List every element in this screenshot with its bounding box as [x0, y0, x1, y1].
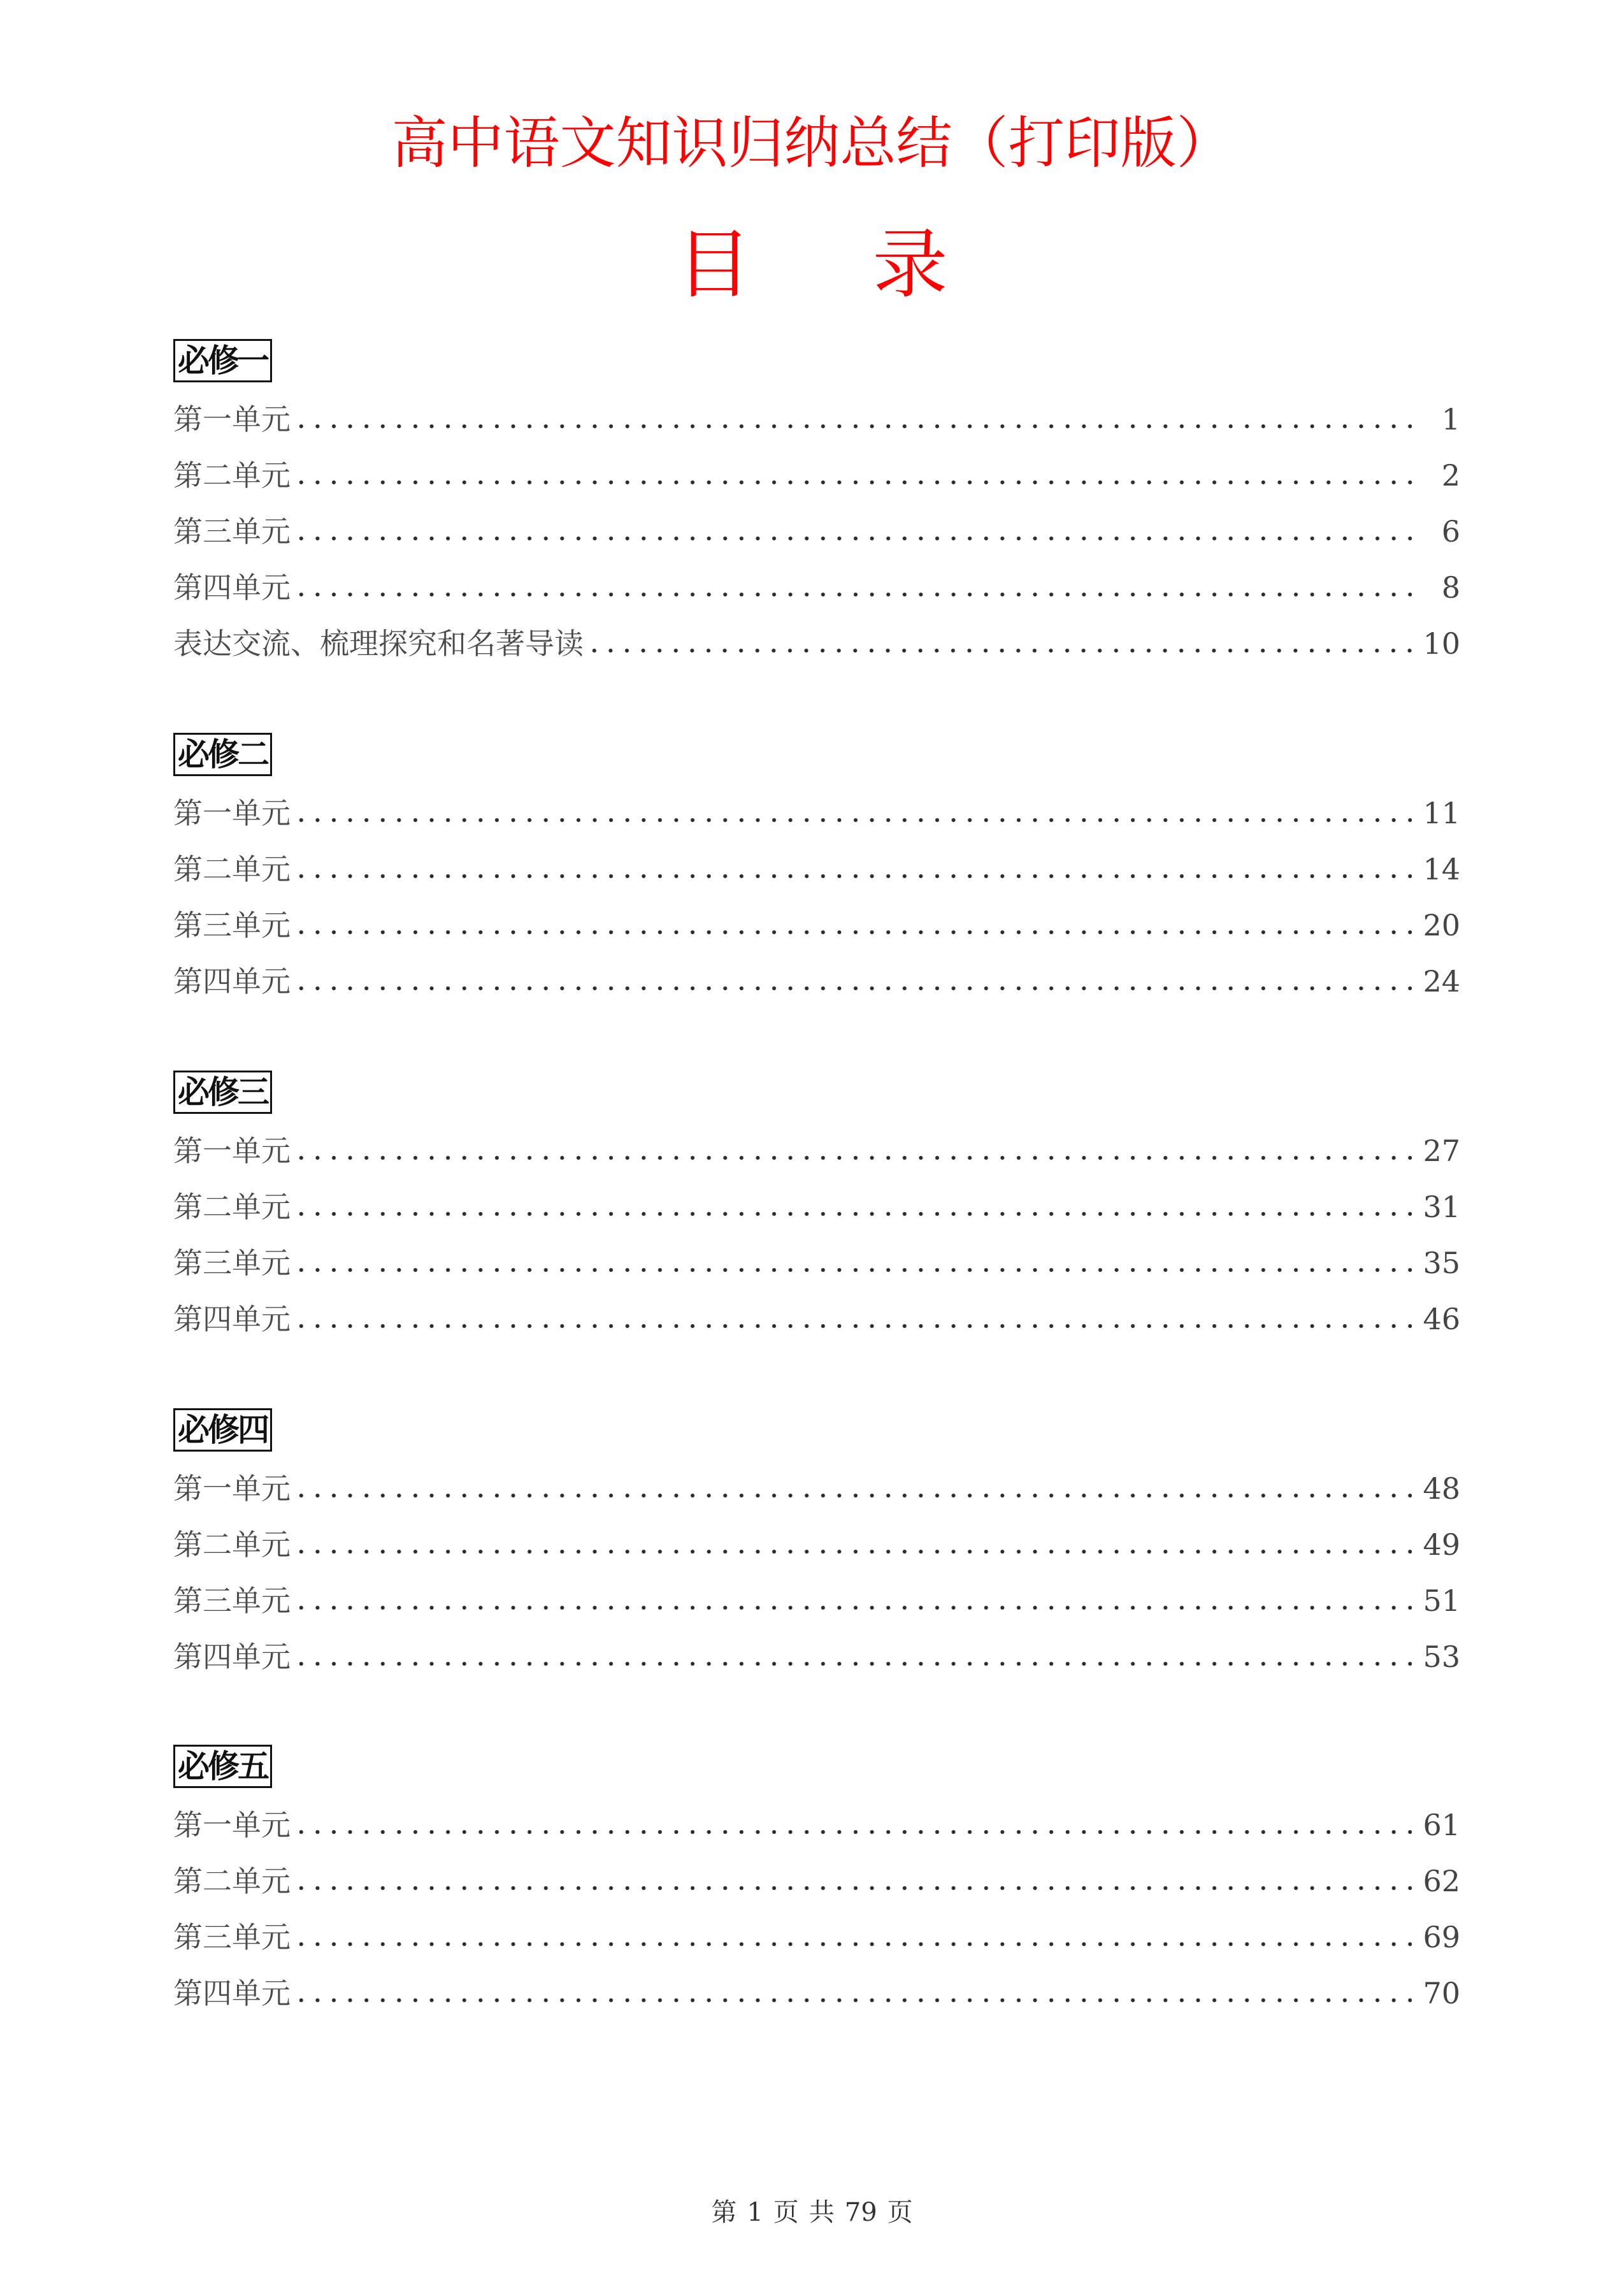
toc-entry-label: 第一单元 — [173, 1469, 291, 1508]
dot-leader — [293, 1155, 1412, 1161]
toc-entry[interactable] — [173, 832, 1460, 888]
toc-section-2 — [173, 733, 1460, 1000]
page-footer — [0, 2192, 1624, 2228]
toc-entry-page: 11 — [1423, 796, 1460, 830]
dot-leader — [293, 1661, 1412, 1667]
toc-entry[interactable] — [173, 1170, 1460, 1226]
toc-heading-char-2: 录 — [872, 220, 948, 308]
toc-entry-label: 第四单元 — [173, 1974, 291, 2012]
dot-leader — [293, 1267, 1412, 1273]
toc-entry-page: 2 — [1441, 458, 1460, 493]
footer-total-pages: 79 — [844, 2198, 877, 2227]
toc-entry-label: 第一单元 — [173, 1806, 291, 1844]
dot-leader — [293, 1885, 1412, 1891]
toc-heading — [0, 217, 1624, 312]
toc-entry-page: 10 — [1423, 626, 1460, 661]
toc-entry[interactable] — [173, 1620, 1460, 1676]
toc-entry-page: 1 — [1441, 402, 1460, 436]
toc-entry-page: 49 — [1423, 1527, 1460, 1562]
toc-entry-label: 第四单元 — [173, 1300, 291, 1338]
toc-entry-page: 6 — [1441, 514, 1460, 549]
toc-entry-page: 24 — [1423, 964, 1460, 999]
toc-entry-label: 第一单元 — [173, 400, 291, 438]
toc-section-5 — [173, 1745, 1460, 2012]
toc-entry-page: 70 — [1423, 1976, 1460, 2010]
footer-page-word: 页 — [773, 2198, 799, 2227]
toc-entry-label: 第一单元 — [173, 794, 291, 832]
toc-entry-label: 第一单元 — [173, 1132, 291, 1170]
toc-entry[interactable] — [173, 382, 1460, 438]
dot-leader — [586, 647, 1419, 654]
dot-leader — [293, 535, 1412, 542]
dot-leader — [293, 479, 1421, 486]
dot-leader — [293, 1323, 1412, 1329]
dot-leader — [293, 1492, 1412, 1499]
dot-leader — [293, 1548, 1412, 1555]
toc-entry-page: 51 — [1423, 1583, 1460, 1618]
toc-entry-label: 第二单元 — [173, 1526, 291, 1564]
toc-entry[interactable] — [173, 494, 1460, 551]
dot-leader — [293, 1997, 1412, 2003]
toc-section-3 — [173, 1071, 1460, 1338]
toc-entry[interactable] — [173, 944, 1460, 1000]
toc-entry[interactable] — [173, 1508, 1460, 1564]
toc-entry-label: 第四单元 — [173, 1638, 291, 1676]
toc-entry-page: 31 — [1423, 1190, 1460, 1224]
toc-entry-page: 20 — [1423, 908, 1460, 942]
toc-entry-label: 第四单元 — [173, 962, 291, 1000]
toc-entry-page: 61 — [1423, 1808, 1460, 1842]
toc-entry-label: 第四单元 — [173, 568, 291, 607]
toc-entry[interactable] — [173, 1226, 1460, 1282]
footer-prefix: 第 — [711, 2198, 737, 2227]
toc-entry[interactable] — [173, 1452, 1460, 1508]
dot-leader — [293, 591, 1412, 598]
toc-section-4 — [173, 1408, 1460, 1676]
toc-entry-label: 第二单元 — [173, 1188, 291, 1226]
toc-entry-label: 第二单元 — [173, 850, 291, 888]
toc-entry-page: 48 — [1423, 1471, 1460, 1506]
toc-entry[interactable] — [173, 1564, 1460, 1620]
toc-entry[interactable] — [173, 888, 1460, 944]
dot-leader — [293, 817, 1412, 823]
toc-entry-page: 69 — [1423, 1920, 1460, 1954]
toc-entry[interactable] — [173, 1114, 1460, 1170]
dot-leader — [293, 1829, 1412, 1835]
footer-current-page: 1 — [747, 2198, 763, 2227]
toc-entry[interactable] — [173, 1956, 1460, 2012]
section-header: 必修五 — [173, 1745, 272, 1788]
toc-entry-label: 第三单元 — [173, 1582, 291, 1620]
toc-entry[interactable] — [173, 607, 1460, 663]
toc-entry-page: 14 — [1423, 852, 1460, 886]
toc-entry-label: 第二单元 — [173, 1862, 291, 1900]
toc-entry-page: 53 — [1423, 1640, 1460, 1674]
toc-entry[interactable] — [173, 438, 1460, 494]
section-header: 必修四 — [173, 1408, 272, 1452]
footer-total-word: 共 — [808, 2198, 835, 2227]
toc-entry[interactable] — [173, 776, 1460, 832]
toc-entry[interactable] — [173, 1788, 1460, 1844]
toc-entry-page: 46 — [1423, 1302, 1460, 1336]
toc-entry-label: 表达交流、梳理探究和名著导读 — [173, 624, 584, 663]
document-title: 高中语文知识归纳总结（打印版） — [391, 110, 1233, 176]
dot-leader — [293, 873, 1412, 879]
dot-leader — [293, 985, 1412, 992]
toc-entry-label: 第三单元 — [173, 1244, 291, 1282]
toc-section-1 — [173, 339, 1460, 663]
toc-entry-label: 第三单元 — [173, 512, 291, 551]
toc-entry-label: 第三单元 — [173, 1918, 291, 1956]
footer-suffix: 页 — [887, 2198, 913, 2227]
dot-leader — [293, 423, 1412, 429]
toc-entry-label: 第二单元 — [173, 456, 291, 494]
toc-entry[interactable] — [173, 1844, 1460, 1900]
toc-entry-page: 27 — [1423, 1134, 1460, 1168]
toc-entry[interactable] — [173, 551, 1460, 607]
dot-leader — [293, 929, 1412, 935]
toc-entry[interactable] — [173, 1282, 1460, 1338]
toc-entry-page: 8 — [1441, 570, 1460, 605]
dot-leader — [293, 1605, 1412, 1611]
section-header: 必修三 — [173, 1071, 272, 1114]
section-header: 必修一 — [173, 339, 272, 382]
dot-leader — [293, 1211, 1412, 1217]
toc-entry-page: 35 — [1423, 1246, 1460, 1280]
toc-entry[interactable] — [173, 1900, 1460, 1956]
toc-heading-char-1: 目 — [676, 220, 752, 308]
toc-entry-label: 第三单元 — [173, 906, 291, 944]
dot-leader — [293, 1941, 1412, 1947]
toc-entry-page: 62 — [1423, 1864, 1460, 1898]
section-header: 必修二 — [173, 733, 272, 776]
